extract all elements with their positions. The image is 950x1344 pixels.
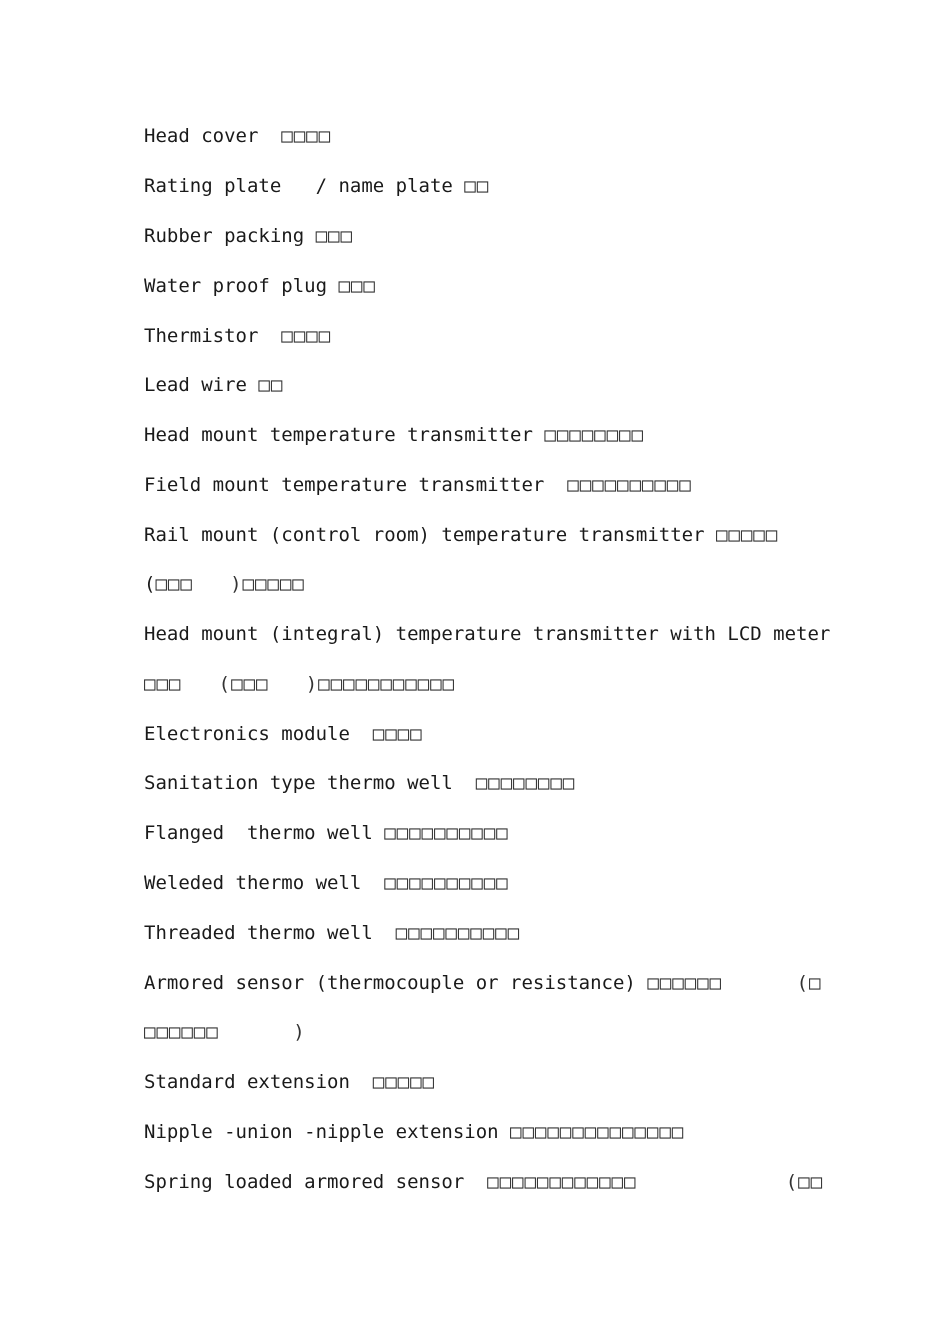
doc-line: [144, 870, 509, 896]
doc-line: [144, 1019, 306, 1045]
line-chinese: □□□□□□□□: [475, 772, 576, 794]
doc-line: [144, 422, 644, 448]
line-chinese: □□□□□□□□□□□□□□: [510, 1121, 685, 1143]
doc-line: [144, 323, 331, 349]
line-english: Electronics module: [144, 723, 373, 745]
line-english: Nipple -union -nipple extension: [144, 1121, 511, 1143]
line-english: Field mount temperature transmitter: [144, 474, 568, 496]
line-chinese: □□□□□□□□□□: [384, 822, 509, 844]
doc-line: [144, 1119, 684, 1145]
doc-line: [144, 1169, 823, 1195]
doc-line: [144, 273, 376, 299]
doc-line: [144, 472, 692, 498]
line-english: Spring loaded armored sensor: [144, 1171, 488, 1193]
doc-line: [144, 621, 830, 647]
doc-line: [144, 770, 575, 796]
line-english: Rating plate / name plate: [144, 175, 465, 197]
doc-line: [144, 173, 489, 199]
line-english: Lead wire: [144, 374, 259, 396]
line-english: Thermistor: [144, 325, 282, 347]
doc-line: [144, 721, 423, 747]
line-chinese: □□□□□□ (□: [647, 972, 822, 994]
line-chinese: □□: [258, 374, 284, 396]
line-chinese: □□: [464, 175, 490, 197]
line-chinese: □□□□□□□□□□: [395, 922, 521, 944]
doc-line: [144, 1069, 435, 1095]
line-chinese: □□□□: [281, 125, 332, 147]
line-chinese: □□□□□: [715, 524, 779, 546]
line-chinese: □□□□: [281, 325, 332, 347]
line-english: Flanged thermo well: [144, 822, 385, 844]
line-english: Armored sensor (thermocouple or resistance): [144, 972, 648, 994]
doc-line: [144, 920, 520, 946]
line-chinese: □□□ (□□□ )□□□□□□□□□□□: [144, 673, 455, 695]
line-english: (: [144, 573, 156, 595]
doc-line: [144, 571, 305, 597]
line-english: Weleded thermo well: [144, 872, 385, 894]
line-chinese: □□□ )□□□□□: [155, 573, 305, 595]
line-chinese: □□□□□□□□□□: [384, 872, 509, 894]
line-english: Head mount temperature transmitter: [144, 424, 545, 446]
doc-line: [144, 522, 778, 548]
doc-line: [144, 970, 821, 996]
line-english: Rail mount (control room) temperature transmitter: [144, 524, 716, 546]
line-chinese: □□□□: [372, 723, 423, 745]
line-english: Head mount (integral) temperature transmitter with LCD meter: [144, 623, 831, 645]
line-chinese: □□□□□□□□□□: [567, 474, 692, 496]
line-english: Threaded thermo well: [144, 922, 396, 944]
line-chinese: □□□□□: [372, 1071, 435, 1093]
doc-line: [144, 372, 283, 398]
line-english: Rubber packing: [144, 225, 316, 247]
line-english: Sanitation type thermo well: [144, 772, 476, 794]
doc-line: [144, 671, 455, 697]
line-english: Head cover: [144, 125, 282, 147]
doc-line: [144, 223, 353, 249]
line-chinese: □□□□□□□□□□□□ (□□: [487, 1171, 824, 1193]
line-chinese: □□□: [338, 275, 376, 297]
doc-line: [144, 820, 509, 846]
line-chinese: □□□□□□□□: [544, 424, 644, 446]
doc-line: [144, 123, 331, 149]
line-english: Standard extension: [144, 1071, 373, 1093]
line-chinese: □□□: [315, 225, 353, 247]
line-english: Water proof plug: [144, 275, 339, 297]
line-chinese: □□□□□□ ): [144, 1021, 306, 1043]
